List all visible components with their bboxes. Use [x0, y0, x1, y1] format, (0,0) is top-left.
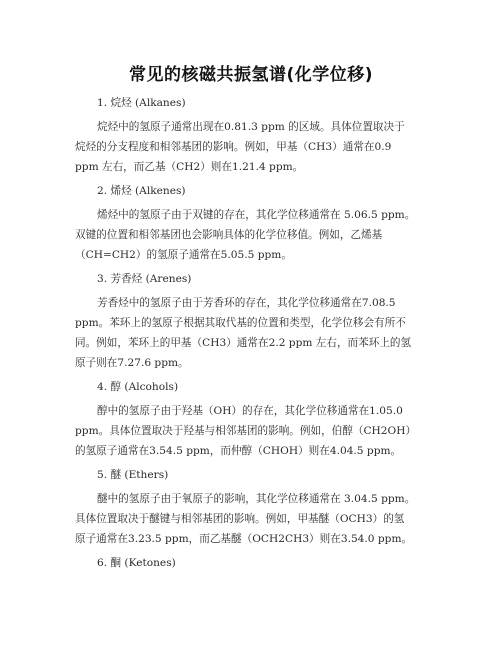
- section-heading: 4. 醇 (Alcohols): [97, 381, 179, 393]
- paragraph-line: 具体位置取决于醚键与相邻基团的影响。例如，甲基醚（OCH3）的氢: [75, 513, 405, 525]
- paragraph-line: 烷烃中的氢原子通常出现在0.81.3 ppm 的区域。具体位置取决于: [97, 121, 405, 133]
- section-heading: 5. 醚 (Ethers): [97, 469, 169, 481]
- section-heading: 3. 芳香烃 (Arenes): [97, 273, 192, 285]
- page-title: 常见的核磁共振氢谱(化学位移): [128, 65, 374, 85]
- section-heading: 6. 酮 (Ketones): [97, 557, 176, 569]
- section-heading: 1. 烷烃 (Alkanes): [97, 97, 186, 109]
- paragraph-line: 烯烃中的氢原子由于双键的存在，其化学位移通常在 5.06.5 ppm。: [97, 209, 416, 221]
- paragraph-line: 双键的位置和相邻基团也会影响具体的化学位移值。例如，乙烯基: [75, 229, 383, 241]
- paragraph-line: 烷烃的分支程度和相邻基团的影响。例如，甲基（CH3）通常在0.9: [75, 141, 392, 153]
- paragraph-line: 原子通常在3.23.5 ppm，而乙基醚（OCH2CH3）则在3.54.0 ppm。: [75, 533, 413, 545]
- paragraph-line: ppm。苯环上的氢原子根据其取代基的位置和类型，化学位移会有所不: [75, 317, 406, 329]
- paragraph-line: ppm。具体位置取决于羟基与相邻基团的影响。例如，伯醇（CH2OH）: [75, 425, 417, 437]
- paragraph-line: （CH=CH2）的氢原子通常在5.05.5 ppm。: [75, 249, 292, 261]
- paragraph-line: ppm 左右，而乙基（CH2）则在1.21.4 ppm。: [75, 161, 304, 173]
- paragraph-line: 同。例如，苯环上的甲基（CH3）通常在2.2 ppm 左右，而苯环上的氢: [75, 337, 412, 349]
- paragraph-line: 原子则在7.27.6 ppm。: [75, 357, 189, 369]
- paragraph-line: 醚中的氢原子由于氧原子的影响，其化学位移通常在 3.04.5 ppm。: [97, 493, 416, 505]
- paragraph-line: 的氢原子通常在3.54.5 ppm，而仲醇（CHOH）则在4.04.5 ppm。: [75, 445, 402, 457]
- paragraph-line: 醇中的氢原子由于羟基（OH）的存在，其化学位移通常在1.05.0: [97, 405, 403, 417]
- paragraph-line: 芳香烃中的氢原子由于芳香环的存在，其化学位移通常在7.08.5: [97, 297, 396, 309]
- section-heading: 2. 烯烃 (Alkenes): [97, 185, 186, 197]
